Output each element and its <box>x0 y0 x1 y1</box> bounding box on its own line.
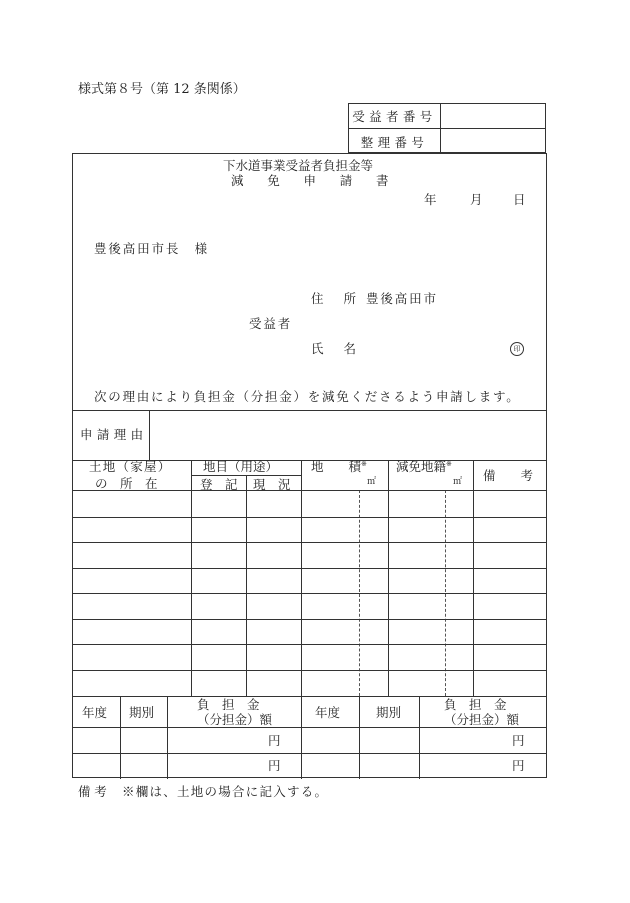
fee-amount-label-left-2: （分担金）額 <box>197 712 273 727</box>
fee-amount-label-right-2: （分担金）額 <box>444 712 520 727</box>
form-title-line2: 減免申請書 <box>231 173 413 188</box>
fee-period-label-right: 期別 <box>376 705 402 720</box>
fee-yen-right-2: 円 <box>512 758 525 773</box>
date-month: 月 <box>470 192 483 207</box>
fee-yen-left-2: 円 <box>268 758 281 773</box>
date-day: 日 <box>513 192 526 207</box>
addressee: 豊後高田市長 様 <box>94 241 210 256</box>
col-category: 地目（用途） <box>203 459 279 474</box>
seal-icon: 印 <box>510 342 524 356</box>
form-title-line1: 下水道事業受益者負担金等 <box>223 158 374 173</box>
remarks-label: 備考 <box>78 784 111 799</box>
col-location-2: の 所 在 <box>95 476 158 491</box>
reference-number-row <box>349 129 545 154</box>
beneficiary-number-row <box>349 104 545 129</box>
fee-amount-label-right-1: 負 担 金 <box>444 697 507 712</box>
col-exempt-area: 減免地籍※ <box>396 459 452 474</box>
col-location-1: 土地（家屋） <box>89 459 172 474</box>
address-label: 住 所 <box>311 291 360 306</box>
fee-amount-label-left-1: 負 担 金 <box>197 697 260 712</box>
col-area-unit: ㎡ <box>367 477 377 487</box>
reference-number-label: 整理番号 <box>349 129 441 154</box>
number-box <box>348 103 546 153</box>
name-label: 氏 名 <box>311 341 360 356</box>
fee-period-label-left: 期別 <box>129 705 155 720</box>
col-registered: 登 記 <box>200 477 238 492</box>
remarks-text: ※欄は、土地の場合に記入する。 <box>122 784 329 799</box>
request-statement: 次の理由により負担金（分担金）を減免くださるよう申請します。 <box>94 389 521 404</box>
fee-year-label-left: 年度 <box>82 705 108 720</box>
reason-label: 申請理由 <box>80 427 148 442</box>
application-form-frame <box>72 153 547 778</box>
fee-yen-right-1: 円 <box>512 733 525 748</box>
col-remarks: 備 考 <box>483 468 534 483</box>
fee-year-label-right: 年度 <box>315 705 341 720</box>
form-number: 様式第８号（第 12 条関係） <box>78 82 246 97</box>
address-value: 豊後高田市 <box>366 291 438 306</box>
beneficiary-number-label: 受益者番号 <box>349 104 441 128</box>
col-area: 地 積※ <box>311 459 367 474</box>
col-current: 現 況 <box>253 477 291 492</box>
col-exempt-area-unit: ㎡ <box>453 477 463 487</box>
beneficiary-label: 受益者 <box>249 316 293 331</box>
fee-yen-left-1: 円 <box>268 733 281 748</box>
date-year: 年 <box>424 192 437 207</box>
